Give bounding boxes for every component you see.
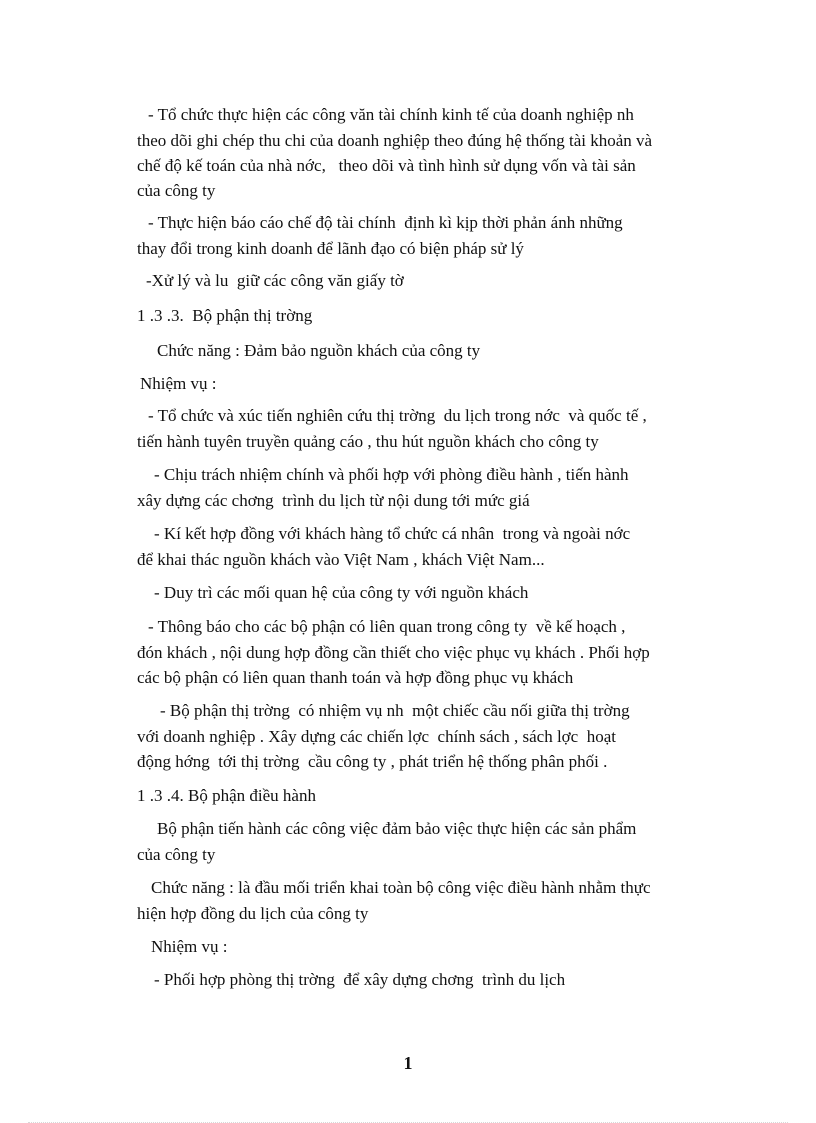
paragraph-line: động hớng tới thị trờng cầu công ty , phát triển hệ thống phân phối . — [137, 752, 608, 771]
paragraph-line: Nhiệm vụ : — [140, 374, 217, 393]
section-heading: 1 .3 .4. Bộ phận điều hành — [137, 786, 316, 805]
paragraph-line: - Thực hiện báo cáo chế độ tài chính định kì kịp thời phản ánh những — [148, 213, 623, 232]
paragraph-line: để khai thác nguồn khách vào Việt Nam , khách Việt Nam... — [137, 550, 545, 569]
paragraph-line: xây dựng các chơng trình du lịch từ nội dung tới mức giá — [137, 491, 530, 510]
paragraph-line: Bộ phận tiến hành các công việc đảm bảo việc thực hiện các sản phẩm — [157, 819, 637, 838]
paragraph-line: các bộ phận có liên quan thanh toán và hợp đồng phục vụ khách — [137, 668, 574, 687]
paragraph-line: - Kí kết hợp đồng với khách hàng tổ chức cá nhân trong và ngoài nớc — [154, 524, 631, 543]
section-heading: 1 .3 .3. Bộ phận thị trờng — [137, 306, 313, 325]
paragraph-line: theo dõi ghi chép thu chi của doanh nghiệp theo đúng hệ thống tài khoản và — [137, 131, 653, 150]
paragraph-line: - Phối hợp phòng thị trờng để xây dựng chơng trình du lịch — [154, 970, 566, 989]
paragraph-line: của công ty — [137, 845, 216, 864]
paragraph-line: -Xử lý và lu giữ các công văn giấy tờ — [146, 271, 404, 290]
paragraph-line: - Bộ phận thị trờng có nhiệm vụ nh một chiếc cầu nối giữa thị trờng — [160, 701, 630, 720]
paragraph-line: - Thông báo cho các bộ phận có liên quan trong công ty về kế hoạch , — [148, 617, 626, 636]
paragraph-line: của công ty — [137, 181, 216, 200]
paragraph-line: hiện hợp đồng du lịch của công ty — [137, 904, 369, 923]
paragraph-line: thay đổi trong kinh doanh để lãnh đạo có biện pháp sử lý — [137, 239, 524, 258]
paragraph-line: - Chịu trách nhiệm chính và phối hợp với phòng điều hành , tiến hành — [154, 465, 629, 484]
paragraph-line: đón khách , nội dung hợp đồng cần thiết cho việc phục vụ khách . Phối hợp — [137, 643, 650, 662]
page-number: 1 — [403, 1053, 413, 1073]
paragraph-line: - Duy trì các mối quan hệ của công ty với nguồn khách — [154, 583, 529, 602]
paragraph-line: Nhiệm vụ : — [151, 937, 228, 956]
paragraph-line: chế độ kế toán của nhà nớc, theo dõi và tình hình sử dụng vốn và tài sản — [137, 156, 636, 175]
paragraph-line: Chức năng : là đầu mối triển khai toàn bộ công việc điều hành nhằm thực — [151, 878, 651, 897]
paragraph-line: - Tổ chức thực hiện các công văn tài chính kinh tế của doanh nghiệp nh — [148, 105, 634, 124]
paragraph-line: với doanh nghiệp . Xây dựng các chiến lợc chính sách , sách lợc hoạt — [137, 727, 616, 746]
paragraph-line: tiến hành tuyên truyền quảng cáo , thu hút nguồn khách cho công ty — [137, 432, 599, 451]
paragraph-line: - Tổ chức và xúc tiến nghiên cứu thị trờng du lịch trong nớc và quốc tế , — [148, 406, 647, 425]
paragraph-line: Chức năng : Đảm bảo nguồn khách của công ty — [157, 341, 481, 360]
